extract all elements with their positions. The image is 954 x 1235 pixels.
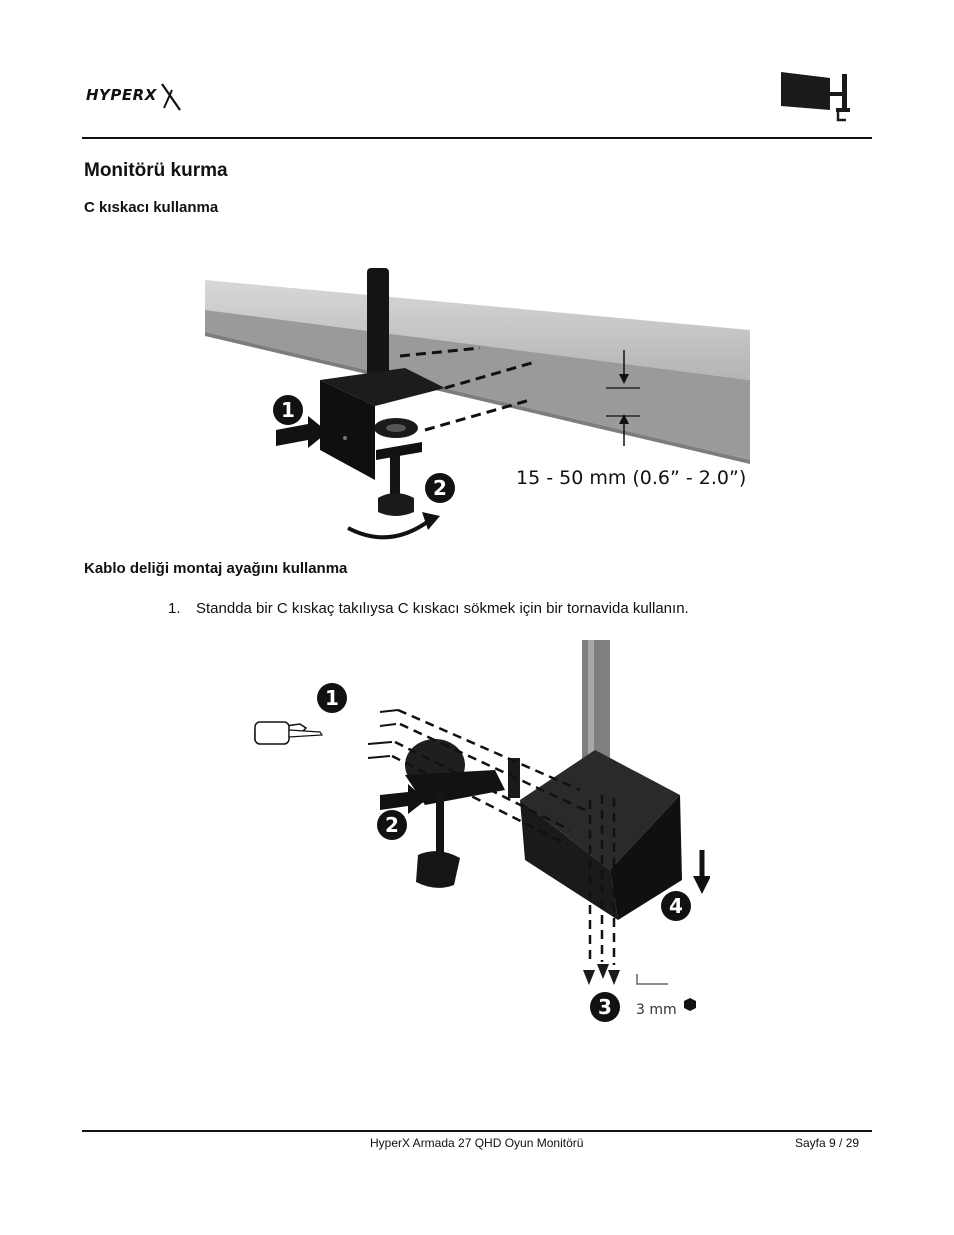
footer-page-number: Sayfa 9 / 29	[795, 1136, 860, 1150]
footer-rule	[82, 1130, 872, 1132]
clamp-removal-illustration	[250, 640, 710, 1030]
page-title: Monitörü kurma	[84, 160, 228, 181]
callout-4: 4	[669, 894, 683, 918]
callout-1: 1	[325, 686, 339, 710]
callout-2: 2	[385, 813, 399, 837]
hyperx-logo	[84, 80, 184, 114]
callout-1: 1	[281, 398, 295, 422]
list-item	[168, 600, 689, 617]
step-text: Standda bir C kıskaç takılıysa C kıskacı sökmek için bir tornavida kullanın.	[196, 600, 689, 617]
monitor-arm-icon	[778, 70, 853, 126]
callout-2: 2	[433, 476, 447, 500]
logo-text: HYPERX	[86, 86, 157, 104]
step-number: 1.	[168, 600, 181, 617]
clamp-thickness-label: 15 - 50 mm (0.6” - 2.0”)	[516, 467, 747, 489]
section-heading-grommet: Kablo deliği montaj ayağını kullanma	[84, 560, 348, 577]
hex-key-icon	[684, 998, 696, 1011]
header-rule	[82, 137, 872, 139]
footer-document-title: HyperX Armada 27 QHD Oyun Monitörü	[370, 1136, 584, 1150]
section-heading-c-clamp: C kıskacı kullanma	[84, 199, 219, 216]
hex-key-label: 3 mm	[636, 1002, 677, 1018]
c-clamp-illustration	[200, 250, 760, 550]
callout-3: 3	[598, 995, 612, 1019]
